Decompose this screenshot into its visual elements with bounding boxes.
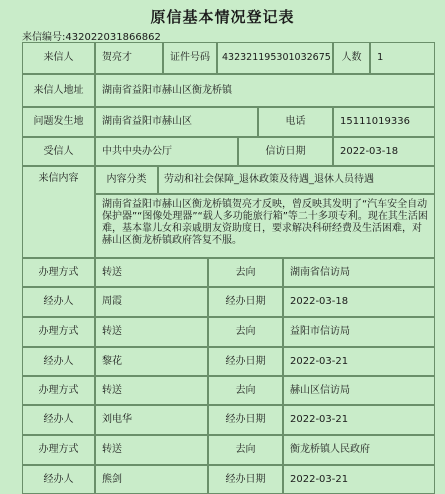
handler-label: 经办人 bbox=[22, 347, 95, 376]
dest-value: 赫山区信访局 bbox=[283, 376, 435, 405]
dest-label: 去向 bbox=[208, 317, 283, 347]
id-label: 证件号码 bbox=[163, 42, 217, 74]
address-value: 湖南省益阳市赫山区衡龙桥镇 bbox=[95, 74, 435, 107]
category-label: 内容分类 bbox=[95, 166, 158, 194]
handler-value: 刘电华 bbox=[95, 405, 208, 435]
handler-label: 经办人 bbox=[22, 465, 95, 494]
handler-value: 熊剑 bbox=[95, 465, 208, 494]
method-label: 办理方式 bbox=[22, 376, 95, 405]
method-label: 办理方式 bbox=[22, 435, 95, 465]
dest-value: 衡龙桥镇人民政府 bbox=[283, 435, 435, 465]
handler-value: 黎花 bbox=[95, 347, 208, 376]
dest-value: 湖南省信访局 bbox=[283, 258, 435, 287]
method-value: 转送 bbox=[95, 317, 208, 347]
id-value: 432321195301032675 bbox=[217, 42, 333, 74]
handler-date-value: 2022-03-21 bbox=[283, 347, 435, 376]
dest-value: 益阳市信访局 bbox=[283, 317, 435, 347]
handler-date-label: 经办日期 bbox=[208, 465, 283, 494]
count-label: 人数 bbox=[333, 42, 370, 74]
name-value: 贺亮才 bbox=[95, 42, 163, 74]
method-label: 办理方式 bbox=[22, 258, 95, 287]
dest-label: 去向 bbox=[208, 376, 283, 405]
receiver-label: 受信人 bbox=[22, 137, 95, 166]
handler-date-label: 经办日期 bbox=[208, 405, 283, 435]
phone-value: 15111019336 bbox=[333, 107, 435, 137]
content-label: 来信内容 bbox=[22, 166, 95, 258]
date-label: 信访日期 bbox=[238, 137, 333, 166]
serial-number: 来信编号:432022031866862 bbox=[22, 32, 161, 43]
phone-label: 电话 bbox=[258, 107, 333, 137]
page-title: 原信基本情况登记表 bbox=[150, 8, 295, 26]
method-label: 办理方式 bbox=[22, 317, 95, 347]
handler-date-value: 2022-03-21 bbox=[283, 405, 435, 435]
date-value: 2022-03-18 bbox=[333, 137, 435, 166]
location-value: 湖南省益阳市赫山区 bbox=[95, 107, 258, 137]
address-label: 来信人地址 bbox=[22, 74, 95, 107]
category-value: 劳动和社会保障_退休政策及待遇_退休人员待遇 bbox=[158, 166, 435, 194]
method-value: 转送 bbox=[95, 376, 208, 405]
dest-label: 去向 bbox=[208, 258, 283, 287]
name-label: 来信人 bbox=[22, 42, 95, 74]
handler-date-label: 经办日期 bbox=[208, 287, 283, 317]
count-value: 1 bbox=[370, 42, 435, 74]
handler-label: 经办人 bbox=[22, 405, 95, 435]
method-value: 转送 bbox=[95, 258, 208, 287]
method-value: 转送 bbox=[95, 435, 208, 465]
receiver-value: 中共中央办公厅 bbox=[95, 137, 238, 166]
content-text: 湖南省益阳市赫山区衡龙桥镇贺亮才反映，曾反映其发明了“汽车安全自动保护器”“图像处理器”“载人多功能旅行箱”等二十多项专利。现在其生活困难，基本靠儿女和亲戚朋友资助度日，要求解决科研经费及生活困难，对赫山区衡龙桥镇政府答复不服。 bbox=[95, 194, 435, 258]
handler-date-value: 2022-03-21 bbox=[283, 465, 435, 494]
handler-date-value: 2022-03-18 bbox=[283, 287, 435, 317]
location-label: 问题发生地 bbox=[22, 107, 95, 137]
handler-label: 经办人 bbox=[22, 287, 95, 317]
handler-value: 周霞 bbox=[95, 287, 208, 317]
dest-label: 去向 bbox=[208, 435, 283, 465]
handler-date-label: 经办日期 bbox=[208, 347, 283, 376]
